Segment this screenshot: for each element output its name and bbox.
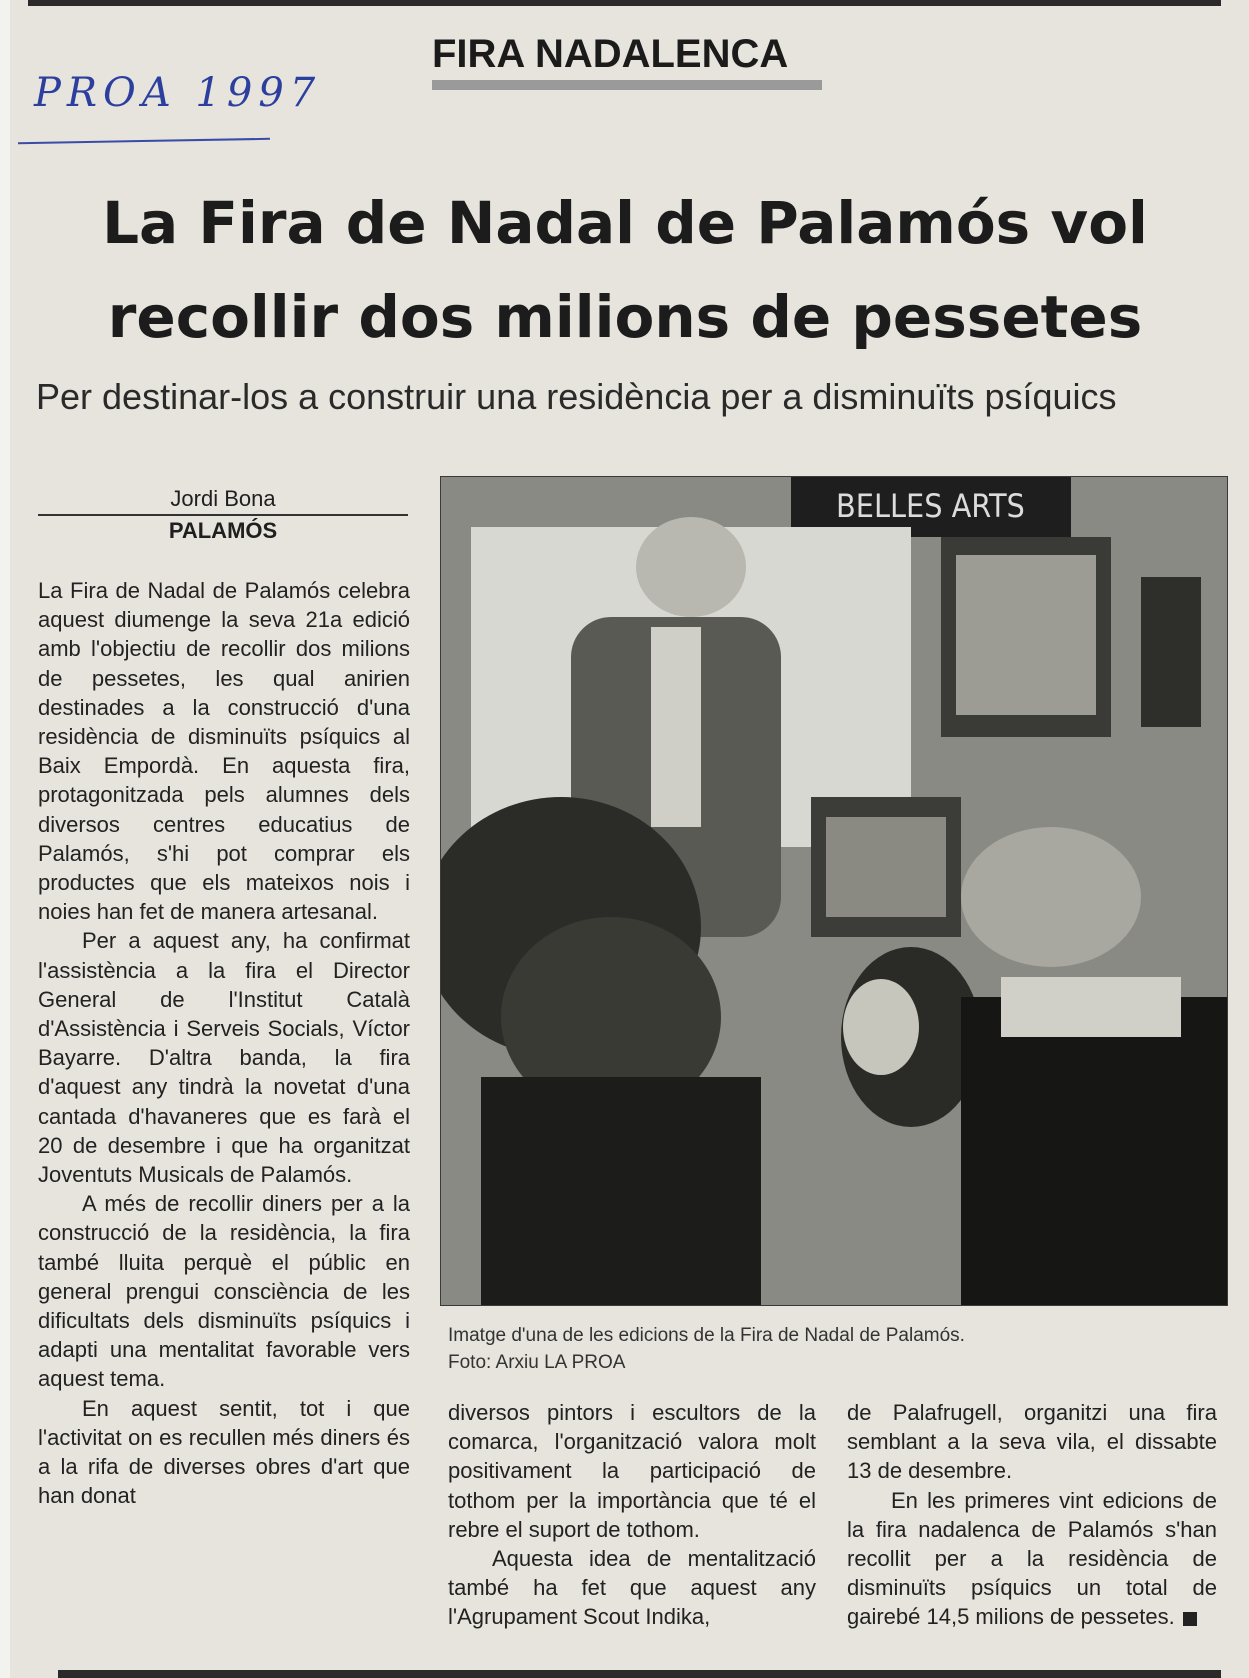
photo-illustration xyxy=(441,477,1227,1305)
paragraph xyxy=(847,1486,1217,1632)
bottom-rule xyxy=(58,1670,1221,1678)
photo-sign-text: BELLES ARTS xyxy=(836,487,1025,525)
article-column-2 xyxy=(448,1398,816,1632)
end-of-article-mark xyxy=(1183,1612,1197,1626)
paragraph: Aquesta idea de mentalització també ha fet que aquest any l'Agrupament Scout Indika, xyxy=(448,1546,816,1630)
article-column-1 xyxy=(38,576,410,1511)
byline-rule xyxy=(38,514,408,516)
author-name: Jordi Bona xyxy=(170,486,276,511)
top-rule xyxy=(28,0,1221,6)
handwritten-annotation: PROA 1997 xyxy=(34,70,322,116)
paragraph-text: En les primeres vint edicions de la fira nadalenca de Palamós s'han recollit per a la residència de disminuïts psíquics un total de gairebé 14,5 milions de pessetes. xyxy=(847,1487,1217,1630)
photo-caption-block xyxy=(448,1322,1228,1376)
section-underline-bar xyxy=(432,80,822,90)
subheadline: Per destinar-los a construir una residència per a disminuïts psíquics xyxy=(36,376,1117,417)
dateline-location: PALAMÓS xyxy=(168,518,278,543)
headline: La Fira de Nadal de Palamós vol recollir dos milions de pessetes xyxy=(102,189,1148,351)
photo-caption: Imatge d'una de les edicions de la Fira de Nadal de Palamós. xyxy=(448,1325,965,1346)
paragraph: de Palafrugell, organitzi una fira semblant a la seva vila, el dissabte 13 de desembre. xyxy=(847,1400,1217,1484)
paragraph: A més de recollir diners per a la construcció de la residència, la fira també lluita perquè el públic en general prengui consciència de les dificultats dels disminuïts psíquics i adapti una mentalitat favorable vers aquest tema. xyxy=(38,1191,410,1392)
news-photo xyxy=(440,476,1228,1306)
article-column-3 xyxy=(847,1398,1217,1632)
handwritten-underline xyxy=(18,138,270,144)
paragraph: Per a aquest any, ha confirmat l'assistència a la fira el Director General de l'Institut Català d'Assistència i Serveis Socials, Víctor Bayarre. D'altra banda, la fira d'aquest any tindrà la novetat d'una cantada d'havaneres que es farà el 20 de desembre i que ha organitzat Joventuts Musicals de Palamós. xyxy=(38,928,410,1188)
paragraph: La Fira de Nadal de Palamós celebra aquest diumenge la seva 21a edició amb l'objectiu de recollir dos milions de pessetes, les qual anirien destinades a la construcció d'una residència de disminuïts psíquics al Baix Empordà. En aquesta fira, protagonitzada pels alumnes dels diversos centres educatius de Palamós, s'hi pot comprar els productes que els mateixos nois i noies han fet de manera artesanal. xyxy=(38,578,410,925)
paragraph: En aquest sentit, tot i que l'activitat on es recullen més diners és a la rifa de diverses obres d'art que han donat xyxy=(38,1395,410,1509)
scan-edge xyxy=(0,0,10,1678)
section-title: FIRA NADALENCA xyxy=(432,32,789,76)
paragraph: diversos pintors i escultors de la comarca, l'organització valora molt positivament la participació de tothom per la importància que té el rebre el suport de tothom. xyxy=(448,1400,816,1542)
photo-credit: Foto: Arxiu LA PROA xyxy=(448,1352,626,1373)
